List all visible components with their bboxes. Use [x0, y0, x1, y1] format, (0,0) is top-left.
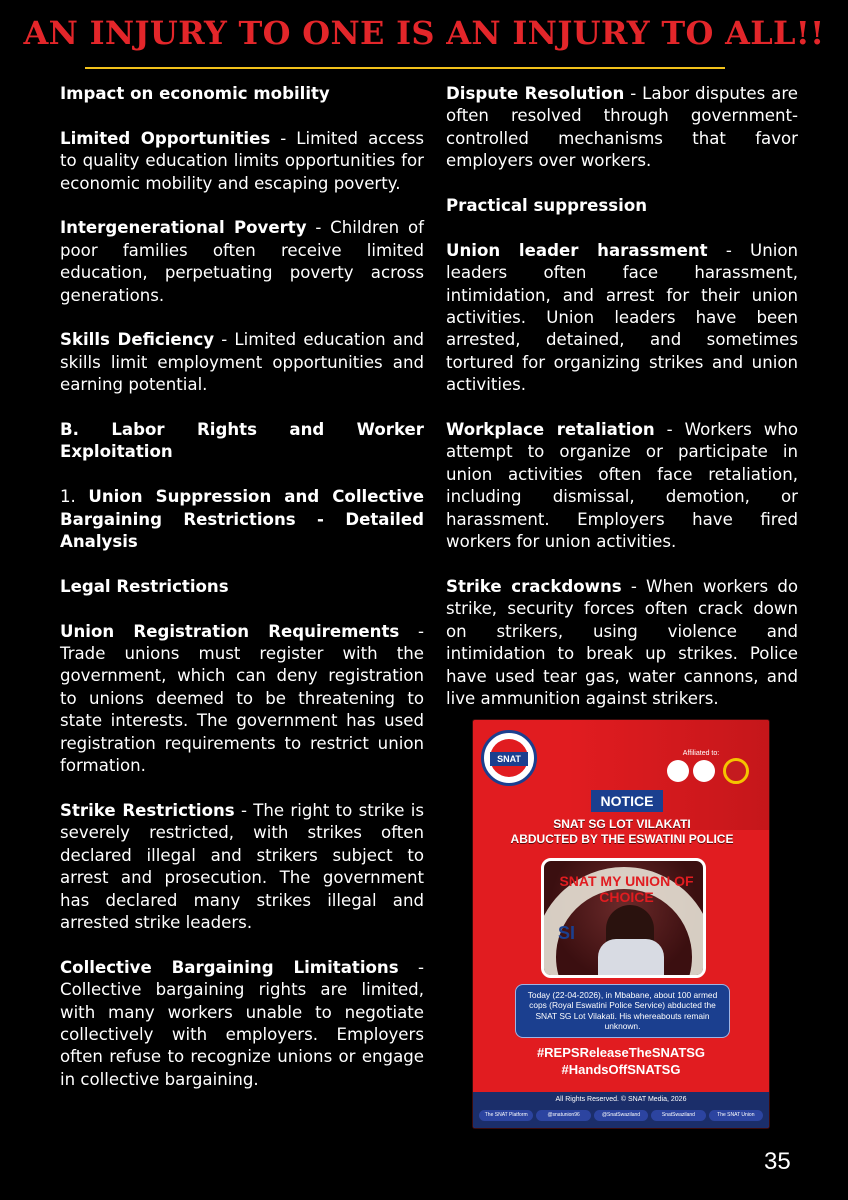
list-number: 1. [60, 487, 89, 507]
notice-badge: NOTICE [591, 790, 663, 812]
left-column [60, 83, 424, 1091]
hashtag: #HandsOffSNATSG [561, 1062, 681, 1077]
affiliate-logo-icon [693, 760, 715, 782]
banner-text: SNAT MY UNION OF CHOICE [559, 873, 694, 905]
poster-title-line: ABDUCTED BY THE ESWATINI POLICE [510, 832, 734, 846]
page-number: 35 [764, 1148, 791, 1175]
social-handle: SnatSwaziland [651, 1110, 705, 1121]
social-handle: The SNAT Union [709, 1110, 763, 1121]
page-headline: AN INJURY TO ONE IS AN INJURY TO ALL!! [23, 14, 825, 52]
body-text: - Trade unions must register with the government, which can deny registration to unions deemed to be threatening to state interests. The government has used registration requirements to restrict union formation. [60, 621, 424, 776]
affiliate-logos [667, 760, 757, 784]
paragraph [60, 128, 424, 195]
term: Strike Restrictions [60, 800, 235, 820]
poster-footer [473, 1092, 769, 1128]
heading-text: Union Suppression and Collective Bargaining Restrictions - Detailed Analysis [60, 487, 424, 552]
term: Intergenerational Poverty [60, 218, 307, 238]
term: Workplace retaliation [446, 420, 655, 440]
term: Strike crackdowns [446, 576, 622, 596]
hashtags [473, 1044, 769, 1078]
notice-poster [473, 720, 769, 1128]
social-links [479, 1110, 763, 1122]
paragraph [446, 83, 798, 173]
body-text: - When workers do strike, security forces often crack down on strikers, using violence and intimidation to break up strikes. Police have used tear gas, water cannons, and live ammunition against strikers. [446, 576, 799, 708]
body-text: - Children of poor families often receive limited education, perpetuating poverty across generations. [60, 218, 424, 305]
heading-text: Practical suppression [446, 196, 648, 216]
body-text: - Limited education and skills limit employment opportunities and earning potential. [60, 330, 424, 395]
body-text: - The right to strike is severely restricted, with strikes often declared illegal and strikers subject to arrest and prosecution. The government has declared many strikes illegal and arrested strike leaders. [60, 800, 424, 932]
body-text: - Labor disputes are often resolved through government-controlled mechanisms that favor employers over workers. [446, 84, 799, 171]
heading-text: B. Labor Rights and Worker Exploitation [60, 420, 424, 462]
paragraph [60, 621, 424, 778]
body-text: - Collective bargaining rights are limited, with many workers unable to negotiate collectively with employers. Employers often refuse to recognize unions or engage in collective bargaining. [60, 957, 424, 1089]
paragraph [446, 240, 798, 397]
person-shirt [598, 939, 664, 978]
paragraph [446, 576, 798, 710]
affiliate-seal-icon [723, 758, 749, 784]
subsection-heading [60, 486, 424, 553]
paragraph [60, 217, 424, 307]
headline-divider [85, 67, 725, 69]
term: Union Registration Requirements [60, 621, 400, 641]
info-box: Today (22-04-2026), in Mbabane, about 100 armed cops (Royal Eswatini Police Service) abducted the SNAT SG Lot Vilakati. His whereabouts remain unknown. [515, 984, 730, 1038]
right-column [446, 83, 798, 710]
poster-title-line: SNAT SG LOT VILAKATI [553, 817, 691, 831]
hashtag: #REPSReleaseTheSNATSG [536, 1045, 706, 1060]
leader-photo [541, 858, 706, 978]
logo-text: SNAT [490, 752, 528, 766]
section-heading [60, 576, 424, 598]
body-text: - Workers who attempt to organize or participate in union activities often face retaliation, including dismissal, demotion, or harassment. Employers have fired workers for union activities. [446, 420, 799, 552]
body-text: - Limited access to quality education limits opportunities for economic mobility and escaping poverty. [60, 128, 424, 193]
term: Limited Opportunities [60, 128, 271, 148]
affiliated-label: Affiliated to: [682, 750, 720, 757]
poster-title [487, 817, 757, 847]
paragraph [60, 957, 424, 1091]
body-text: - Union leaders often face harassment, intimidation, and arrest for their union activities. Union leaders have been arrested, detained, and sometimes tortured for organizing strikes and union activities. [446, 240, 798, 395]
section-heading [60, 419, 424, 464]
term: Collective Bargaining Limitations [60, 957, 399, 977]
term: Dispute Resolution [446, 84, 625, 103]
social-handle: @SnatSwaziland [594, 1110, 648, 1121]
paragraph [446, 419, 798, 553]
paragraph [60, 800, 424, 934]
heading-text: Impact on economic mobility [60, 84, 330, 103]
social-handle: The SNAT Platform [479, 1110, 533, 1121]
social-handle: @snatunion96 [536, 1110, 590, 1121]
rights-text: All Rights Reserved. © SNAT Media, 2026 [555, 1096, 687, 1103]
term: Union leader harassment [446, 240, 708, 260]
snat-logo-icon [481, 730, 537, 786]
heading-text: Legal Restrictions [60, 576, 229, 596]
section-heading [60, 83, 424, 105]
paragraph [60, 329, 424, 396]
affiliate-logo-icon [667, 760, 689, 782]
banner-letters: SI [558, 923, 576, 943]
section-heading [446, 195, 798, 217]
term: Skills Deficiency [60, 330, 215, 350]
